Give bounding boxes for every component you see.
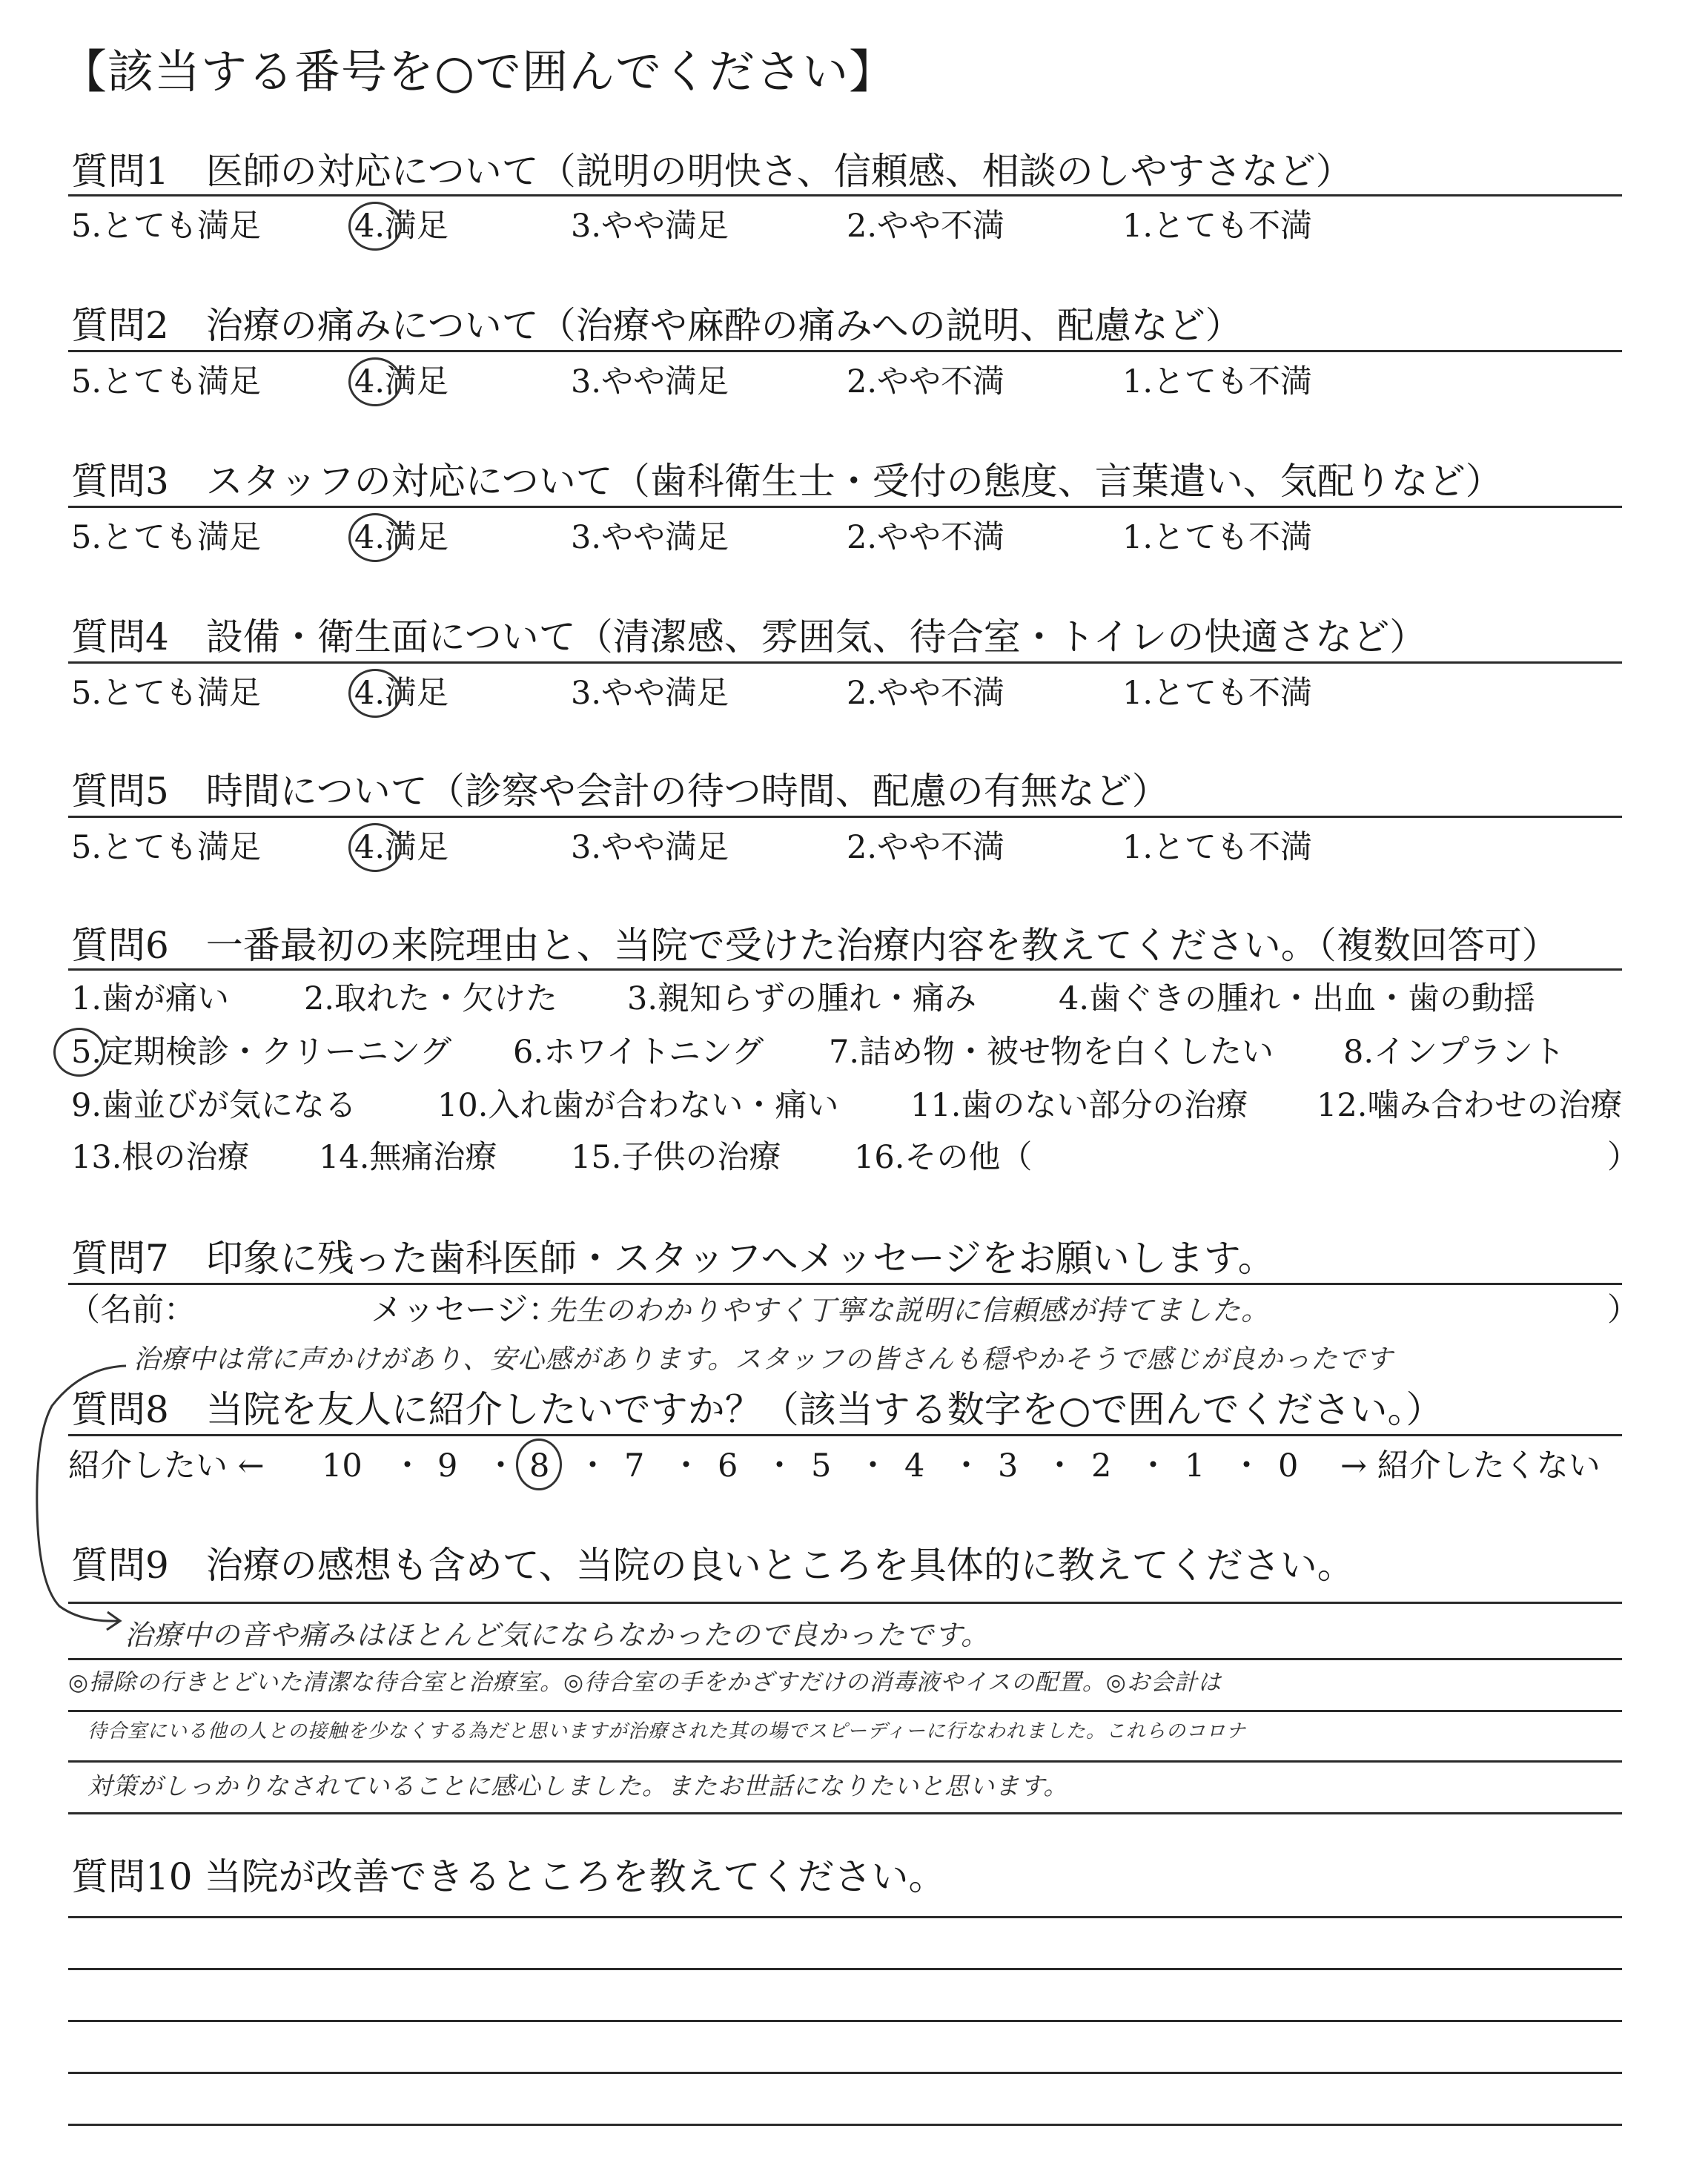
rating-option-3[interactable]: 3.やや満足 (571, 675, 729, 712)
scale-right-label: → 紹介したくない (1340, 1447, 1601, 1484)
question-8-title: 質問8 当院を友人に紹介したいですか？（該当する数字を○で囲んでください。） (71, 1388, 1443, 1431)
rating-option-4[interactable]: 4.満足 (354, 829, 449, 866)
rating-option-4[interactable]: 4.満足 (354, 675, 449, 712)
answer-line (68, 2020, 1622, 2022)
rating-option-1[interactable]: 1.とても不満 (1122, 675, 1313, 712)
rating-option-1[interactable]: 1.とても不満 (1122, 363, 1313, 400)
treatment-option-7[interactable]: 7.詰め物・被せ物を白くしたい (829, 1034, 1274, 1071)
treatment-option-13[interactable]: 13.根の治療 (71, 1139, 250, 1176)
selection-circle (53, 1028, 105, 1077)
scale-left-label: 紹介したい ← (68, 1447, 265, 1484)
message-label: メッセージ： (371, 1292, 560, 1329)
rating-option-5[interactable]: 5.とても満足 (71, 519, 262, 556)
question-2-rule (68, 350, 1622, 352)
answer-line (68, 1916, 1622, 1918)
rating-option-4[interactable]: 4.満足 (354, 208, 449, 245)
treatment-option-8[interactable]: 8.インプラント (1343, 1034, 1566, 1071)
page-title: 【該当する番号を○で囲んでください】 (61, 44, 896, 99)
scale-separator: ・ (1044, 1447, 1076, 1484)
scale-value[interactable]: 9 (437, 1447, 458, 1484)
rating-option-3[interactable]: 3.やや満足 (571, 519, 729, 556)
handwritten-answer-line: 対策がしっかりなされていることに感心しました。またお世話になりたいと思います。 (87, 1771, 1069, 1800)
rating-option-3[interactable]: 3.やや満足 (571, 829, 729, 866)
rating-option-3[interactable]: 3.やや満足 (571, 363, 729, 400)
rating-option-2[interactable]: 2.やや不満 (847, 829, 1005, 866)
rating-option-2[interactable]: 2.やや不満 (847, 675, 1005, 712)
scale-separator: ・ (577, 1447, 609, 1484)
rating-option-4[interactable]: 4.満足 (354, 363, 449, 400)
scale-separator: ・ (670, 1447, 702, 1484)
question-6-rule (68, 968, 1622, 971)
selection-circle (348, 513, 402, 562)
treatment-option-9[interactable]: 9.歯並びが気になる (71, 1087, 357, 1124)
selection-circle (348, 202, 402, 251)
question-10-title: 質問10 当院が改善できるところを教えてください。 (71, 1855, 946, 1898)
scale-value[interactable]: 8 (529, 1447, 550, 1484)
scale-value[interactable]: 2 (1091, 1447, 1112, 1484)
question-4-rule (68, 661, 1622, 664)
scale-value[interactable]: 7 (624, 1447, 645, 1484)
scale-separator: ・ (1231, 1447, 1262, 1484)
question-3-title: 質問3 スタッフの対応について（歯科衛生士・受付の態度、言葉遣い、気配りなど） (71, 460, 1503, 503)
rating-option-2[interactable]: 2.やや不満 (847, 519, 1005, 556)
selection-circle (348, 357, 402, 406)
answer-line (68, 2072, 1622, 2074)
name-label: （名前： (68, 1292, 196, 1329)
answer-line (68, 1710, 1622, 1712)
treatment-option-15[interactable]: 15.子供の治療 (571, 1139, 781, 1176)
handwritten-answer-line: 治療中の音や痛みはほとんど気にならなかったので良かったです。 (125, 1619, 990, 1651)
question-9-title: 質問9 治療の感想も含めて、当院の良いところを具体的に教えてください。 (71, 1544, 1354, 1587)
rating-option-5[interactable]: 5.とても満足 (71, 208, 262, 245)
question-2-title: 質問2 治療の痛みについて（治療や麻酔の痛みへの説明、配慮など） (71, 304, 1242, 347)
question-8-rule (68, 1434, 1622, 1436)
answer-line (68, 1658, 1622, 1660)
scale-value[interactable]: 6 (718, 1447, 738, 1484)
treatment-option-14[interactable]: 14.無痛治療 (319, 1139, 497, 1176)
answer-line (68, 1812, 1622, 1814)
scale-separator: ・ (764, 1447, 795, 1484)
answer-line (68, 1602, 1622, 1604)
selection-circle (348, 669, 402, 718)
answer-line (68, 2124, 1622, 2126)
treatment-option-12[interactable]: 12.噛み合わせの治療 (1317, 1087, 1623, 1124)
scale-value[interactable]: 4 (904, 1447, 925, 1484)
question-5-title: 質問5 時間について（診察や会計の待つ時間、配慮の有無など） (71, 770, 1169, 813)
scale-separator: ・ (391, 1447, 423, 1484)
question-1-title: 質問1 医師の対応について（説明の明快さ、信頼感、相談のしやすさなど） (71, 150, 1353, 193)
rating-option-3[interactable]: 3.やや満足 (571, 208, 729, 245)
answer-line (68, 1760, 1622, 1763)
treatment-option-11[interactable]: 11.歯のない部分の治療 (910, 1087, 1248, 1124)
scale-separator: ・ (857, 1447, 889, 1484)
answer-line (68, 1968, 1622, 1970)
question-6-title: 質問6 一番最初の来院理由と、当院で受けた治療内容を教えてください。（複数回答可） (71, 924, 1559, 967)
treatment-option-2[interactable]: 2.取れた・欠けた (304, 980, 558, 1017)
scale-value[interactable]: 1 (1185, 1447, 1205, 1484)
question-4-title: 質問4 設備・衛生面について（清潔感、雰囲気、待合室・トイレの快適さなど） (71, 615, 1427, 658)
question-7-title: 質問7 印象に残った歯科医師・スタッフへメッセージをお願いします。 (71, 1237, 1275, 1280)
treatment-option-1[interactable]: 1.歯が痛い (71, 980, 230, 1017)
message-close-paren: ） (1607, 1292, 1639, 1329)
rating-option-5[interactable]: 5.とても満足 (71, 363, 262, 400)
rating-option-4[interactable]: 4.満足 (354, 519, 449, 556)
question-1-rule (68, 194, 1622, 196)
scale-value[interactable]: 0 (1278, 1447, 1299, 1484)
treatment-option-3[interactable]: 3.親知らずの腫れ・痛み (627, 980, 977, 1017)
rating-option-1[interactable]: 1.とても不満 (1122, 829, 1313, 866)
scale-separator: ・ (1137, 1447, 1169, 1484)
question-3-rule (68, 506, 1622, 508)
rating-option-5[interactable]: 5.とても満足 (71, 829, 262, 866)
question-5-rule (68, 816, 1622, 818)
other-close-paren: ） (1607, 1139, 1639, 1176)
rating-option-2[interactable]: 2.やや不満 (847, 208, 1005, 245)
treatment-option-16[interactable]: 16.その他（ (854, 1139, 1033, 1176)
treatment-option-6[interactable]: 6.ホワイトニング (513, 1034, 764, 1071)
selection-circle (348, 823, 402, 872)
rating-option-1[interactable]: 1.とても不満 (1122, 519, 1313, 556)
question-7-rule (68, 1283, 1622, 1285)
handwritten-message: 先生のわかりやすく丁寧な説明に信頼感が持てました。 (547, 1294, 1271, 1327)
scale-value[interactable]: 3 (998, 1447, 1019, 1484)
handwritten-answer-line: ◎掃除の行きとどいた清潔な待合室と治療室。◎待合室の手をかざすだけの消毒液やイスの配置。◎お会計は (68, 1669, 1222, 1696)
treatment-option-5[interactable]: 5.定期検診・クリーニング (71, 1034, 452, 1071)
scale-value[interactable]: 10 (322, 1447, 363, 1484)
treatment-option-4[interactable]: 4.歯ぐきの腫れ・出血・歯の動揺 (1059, 980, 1536, 1017)
handwritten-message-continued: 治療中は常に声かけがあり、安心感があります。スタッフの皆さんも穏やかそうで感じが良かったです (133, 1344, 1394, 1375)
rating-option-5[interactable]: 5.とても満足 (71, 675, 262, 712)
treatment-option-10[interactable]: 10.入れ歯が合わない・痛い (437, 1087, 839, 1124)
selection-circle (516, 1439, 562, 1490)
handwritten-answer-line: 待合室にいる他の人との接触を少なくする為だと思いますが治療された其の場でスピーディーに行なわれました。これらのコロナ (87, 1720, 1246, 1743)
scale-separator: ・ (950, 1447, 982, 1484)
rating-option-1[interactable]: 1.とても不満 (1122, 208, 1313, 245)
rating-option-2[interactable]: 2.やや不満 (847, 363, 1005, 400)
scale-separator: ・ (485, 1447, 517, 1484)
scale-value[interactable]: 5 (811, 1447, 832, 1484)
